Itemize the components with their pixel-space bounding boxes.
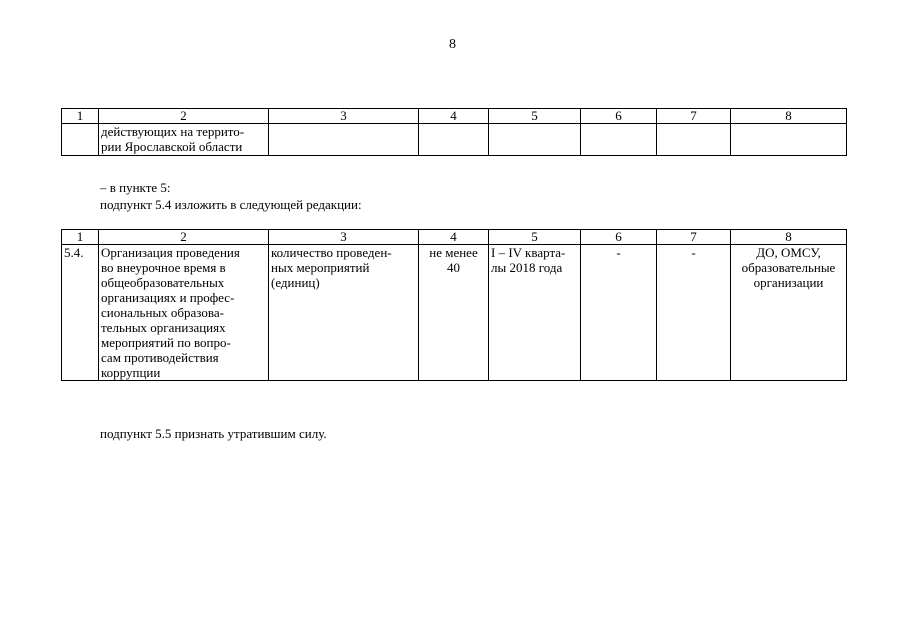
text-line: во внеурочное время в [101, 260, 226, 275]
cell-description [99, 124, 269, 156]
text-line: ДО, ОМСУ, [756, 245, 821, 260]
table-row [62, 124, 847, 156]
cell-value [419, 245, 489, 381]
header-cell: 5 [489, 109, 581, 124]
text-line: (единиц) [271, 275, 320, 290]
cell-description [99, 245, 269, 381]
text-line: тельных организациях [101, 320, 226, 335]
header-cell: 1 [62, 109, 99, 124]
text-line: образовательные [741, 260, 836, 275]
text-line: мероприятий по вопро- [101, 335, 231, 350]
cell-number: 5.4. [62, 245, 99, 381]
header-cell: 3 [269, 109, 419, 124]
cell-number [62, 124, 99, 156]
text-line: количество проведен- [271, 245, 392, 260]
table-row [62, 245, 847, 381]
header-cell: 7 [657, 230, 731, 245]
text-line: организациях и профес- [101, 290, 235, 305]
paragraph: – в пункте 5: [100, 180, 171, 195]
cell-responsible [731, 124, 847, 156]
text-line: сиональных образова- [101, 305, 224, 320]
cell-col6: - [581, 245, 657, 381]
header-cell: 1 [62, 230, 99, 245]
cell-col6 [581, 124, 657, 156]
header-cell: 5 [489, 230, 581, 245]
paragraph: подпункт 5.5 признать утратившим силу. [100, 426, 327, 441]
header-cell: 4 [419, 230, 489, 245]
text-line: коррупции [101, 365, 161, 380]
cell-col7: - [657, 245, 731, 381]
text-line: сам противодействия [101, 350, 219, 365]
header-cell: 7 [657, 109, 731, 124]
text-line: 40 [447, 260, 460, 275]
header-cell: 4 [419, 109, 489, 124]
cell-indicator [269, 124, 419, 156]
cell-indicator [269, 245, 419, 381]
header-row [62, 109, 847, 124]
text-line: общеобразовательных [101, 275, 225, 290]
paragraph: подпункт 5.4 изложить в следующей редакции: [100, 197, 362, 212]
header-cell: 8 [731, 109, 847, 124]
cell-col7 [657, 124, 731, 156]
header-cell: 6 [581, 230, 657, 245]
text-line: действующих на террито- [101, 124, 245, 139]
continuation-table [61, 108, 847, 156]
text-line: лы 2018 года [491, 260, 563, 275]
cell-period [489, 245, 581, 381]
text-line: организации [753, 275, 824, 290]
cell-responsible [731, 245, 847, 381]
text-line: Организация проведения [101, 245, 240, 260]
header-cell: 8 [731, 230, 847, 245]
page-number: 8 [449, 37, 456, 52]
text-line: I – IV кварта- [491, 245, 566, 260]
header-cell: 2 [99, 109, 269, 124]
cell-period [489, 124, 581, 156]
cell-value [419, 124, 489, 156]
header-cell: 6 [581, 109, 657, 124]
text-line: ных мероприятий [271, 260, 370, 275]
header-cell: 3 [269, 230, 419, 245]
header-row [62, 230, 847, 245]
header-cell: 2 [99, 230, 269, 245]
text-line: не менее [429, 245, 478, 260]
text-line: рии Ярославской области [101, 139, 243, 154]
amendment-table [61, 229, 847, 381]
